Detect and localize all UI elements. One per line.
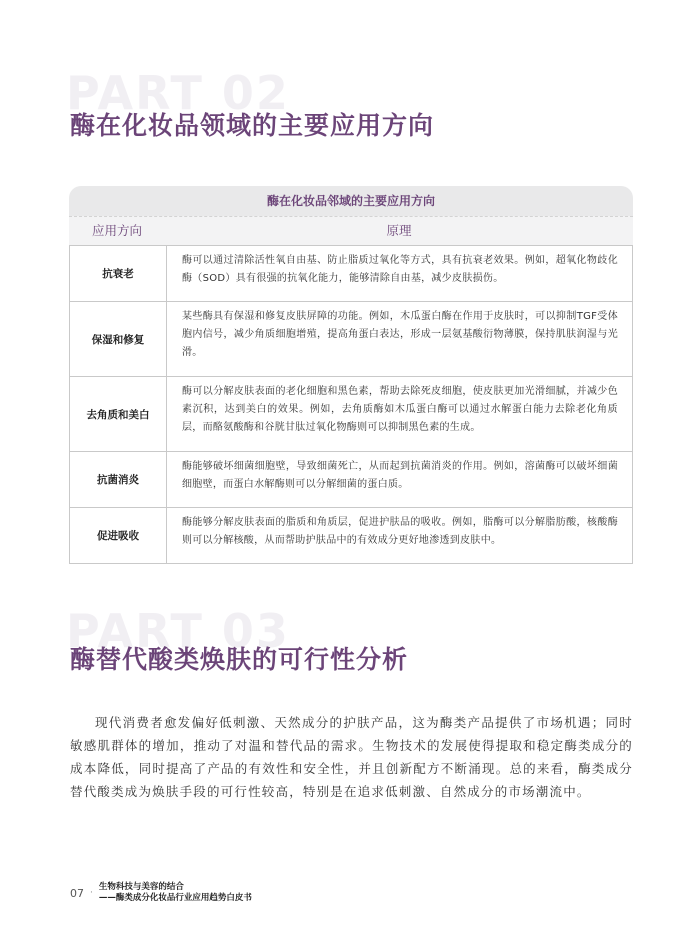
row-principle: 某些酶具有保湿和修复皮肤屏障的功能。例如，木瓜蛋白酶在作用于皮肤时，可以抑制TGF受体胞内信号，减少角质细胞增殖，提高角蛋白表达，形成一层氨基酸衍物薄膜，保持肌肤润湿与光滑。 [167, 302, 633, 376]
table-caption: 酶在化妆品邻域的主要应用方向 [69, 186, 633, 216]
table-row [69, 452, 633, 508]
footer-line-1: 生物科技与美容的结合 [98, 882, 184, 892]
section-title-1: 酶在化妆品领域的主要应用方向 [70, 111, 435, 140]
page-footer [70, 882, 252, 904]
section-title-2: 酶替代酸类焕肤的可行性分析 [70, 645, 409, 674]
table-row [69, 508, 633, 564]
header-principle: 原理 [386, 223, 412, 238]
row-direction: 促进吸收 [69, 508, 167, 563]
table-row [69, 246, 633, 302]
section-watermark-1: PART 02 [66, 66, 290, 120]
header-direction: 应用方向 [91, 223, 142, 238]
application-table [69, 186, 633, 564]
row-principle: 酶可以分解皮肤表面的老化细胞和黑色素，帮助去除死皮细胞，使皮肤更加光滑细腻，并减少色素沉积，达到美白的效果。例如，去角质酶如木瓜蛋白酶可以通过水解蛋白能力去除老化角质层，而酪氨酸酶和谷胱甘肽过氧化物酶则可以抑制黑色素的生成。 [167, 377, 633, 451]
body-paragraph: 现代消费者愈发偏好低刺激、天然成分的护肤产品，这为酶类产品提供了市场机遇；同时敏感肌群体的增加，推动了对温和替代品的需求。生物技术的发展使得提取和稳定酶类成分的成本降低，同时提高了产品的有效性和安全性，并且创新配方不断涌现。总的来看，酶类成分替代酸类成为焕肤手段的可行性较高，特别是在追求低刺激、自然成分的市场潮流中。 [70, 715, 633, 799]
row-direction: 去角质和美白 [69, 377, 167, 451]
section-watermark-2: PART 03 [66, 604, 290, 658]
page-number: 07 [70, 886, 84, 900]
table-row [69, 377, 633, 452]
footer-publication [99, 882, 252, 904]
row-direction: 抗衰老 [69, 246, 167, 301]
row-principle: 酶能够破坏细菌细胞壁，导致细菌死亡，从而起到抗菌消炎的作用。例如，溶菌酶可以破坏细菌细胞壁，而蛋白水解酶则可以分解细菌的蛋白质。 [167, 452, 633, 507]
table-body [69, 245, 633, 564]
table-row [69, 302, 633, 377]
footer-separator: · [90, 888, 93, 898]
row-direction: 保湿和修复 [69, 302, 167, 376]
row-principle: 酶能够分解皮肤表面的脂质和角质层，促进护肤品的吸收。例如，脂酶可以分解脂肪酸，核酸酶则可以分解核酸，从而帮助护肤品中的有效成分更好地渗透到皮肤中。 [167, 508, 633, 563]
row-principle: 酶可以通过清除活性氧自由基、防止脂质过氧化等方式，具有抗衰老效果。例如，超氧化物歧化酶（SOD）具有很强的抗氧化能力，能够清除自由基，减少皮肤损伤。 [167, 246, 633, 301]
table-header-row [69, 216, 633, 245]
row-direction: 抗菌消炎 [69, 452, 167, 507]
footer-line-2: ——酶类成分化妆品行业应用趋势白皮书 [98, 893, 252, 903]
